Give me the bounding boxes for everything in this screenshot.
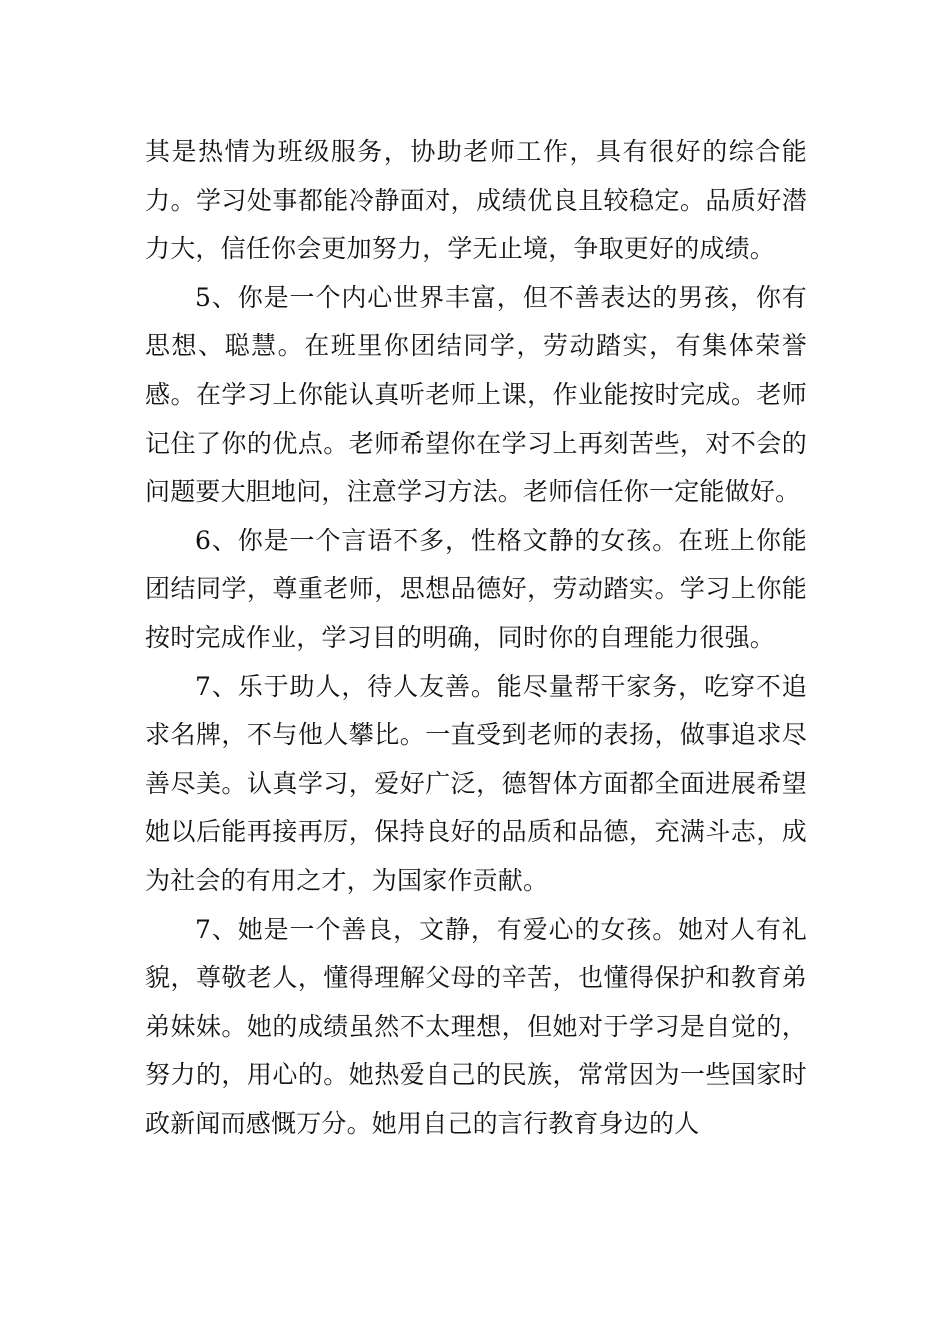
paragraph-5: 7、她是一个善良，文静，有爱心的女孩。她对人有礼貌，尊敬老人，懂得理解父母的辛苦，也懂得保护和教育弟弟妹妹。她的成绩虽然不太理想，但她对于学习是自觉的，努力的，用心的。她热爱自己的民族，常常因为一些国家时政新闻而感慨万分。她用自己的言行教育身边的人 — [145, 914, 807, 1138]
paragraph-4: 7、乐于助人，待人友善。能尽量帮干家务，吃穿不追求名牌，不与他人攀比。一直受到老师的表扬，做事追求尽善尽美。认真学习，爱好广泛，德智体方面都全面进展希望她以后能再接再厉，保持良好的品质和品德，充满斗志，成为社会的有用之才，为国家作贡献。 — [145, 671, 807, 895]
paragraph-1: 其是热情为班级服务，协助老师工作，具有很好的综合能力。学习处事都能冷静面对，成绩优良且较稳定。品质好潜力大，信任你会更加努力，学无止境，争取更好的成绩。 — [145, 137, 807, 264]
paragraph-3: 6、你是一个言语不多，性格文静的女孩。在班上你能团结同学，尊重老师，思想品德好，劳动踏实。学习上你能按时完成作业，学习目的明确，同时你的自理能力很强。 — [145, 525, 807, 652]
document-body — [145, 128, 807, 1148]
paragraph-2: 5、你是一个内心世界丰富，但不善表达的男孩，你有思想、聪慧。在班里你团结同学，劳动踏实，有集体荣誉感。在学习上你能认真听老师上课，作业能按时完成。老师记住了你的优点。老师希望你在学习上再刻苦些，对不会的问题要大胆地问，注意学习方法。老师信任你一定能做好。 — [145, 282, 807, 507]
